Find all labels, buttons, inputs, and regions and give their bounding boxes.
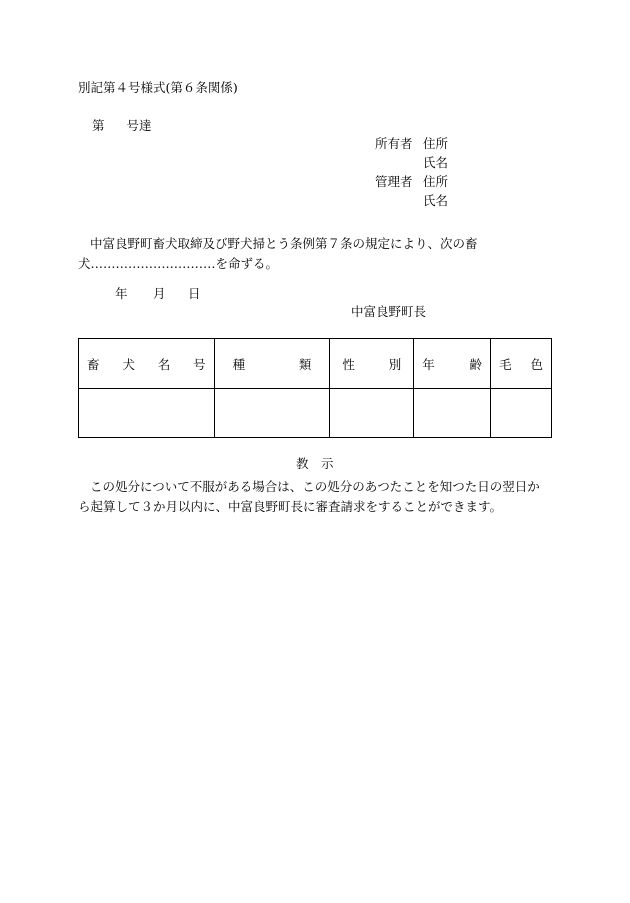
dog-table (78, 338, 552, 438)
form-label: 別記第４号様式(第６条関係) (78, 80, 238, 95)
header-sex: 性 別 (330, 339, 414, 389)
owner-address-label: 住所 (423, 136, 449, 151)
issuer: 中富良野町長 (351, 304, 427, 319)
manager-address-label: 住所 (423, 174, 449, 189)
notice-body: この処分について不服がある場合は、この処分のあつたことを知つた日の翌日から起算して３か月以内に、中富良野町長に審査請求をすることができます。 (78, 479, 540, 514)
cell-age (414, 389, 491, 438)
manager-role: 管理者 (375, 174, 413, 189)
header-breed: 種 類 (214, 339, 330, 389)
cell-breed (214, 389, 330, 438)
header-age: 年 齢 (414, 339, 491, 389)
date-line (115, 288, 201, 301)
owner-name-label: 氏名 (423, 155, 449, 170)
header-dog-name: 畜 犬 名 号 (79, 339, 215, 389)
manager-address-row (375, 176, 448, 189)
document-number (92, 120, 152, 133)
table-row (79, 389, 552, 438)
date-day: 日 (188, 286, 201, 301)
date-year: 年 (115, 286, 128, 301)
owner-role: 所有者 (375, 136, 413, 151)
order-text (78, 234, 553, 274)
doc-number-prefix: 第 (92, 118, 105, 133)
date-month: 月 (153, 286, 166, 301)
notice-title: 教 示 (296, 456, 334, 471)
cell-color (491, 389, 552, 438)
owner-address-row (375, 138, 448, 151)
order-text-content: 中富良野町畜犬取締及び野犬掃とう条例第７条の規定により、次の畜犬…………………………を命ずる。 (78, 236, 478, 271)
manager-name-label: 氏名 (423, 193, 449, 208)
header-color: 毛 色 (491, 339, 552, 389)
table-header-row (79, 339, 552, 389)
doc-number-suffix: 号達 (126, 118, 152, 133)
cell-sex (330, 389, 414, 438)
cell-dog-name (79, 389, 215, 438)
